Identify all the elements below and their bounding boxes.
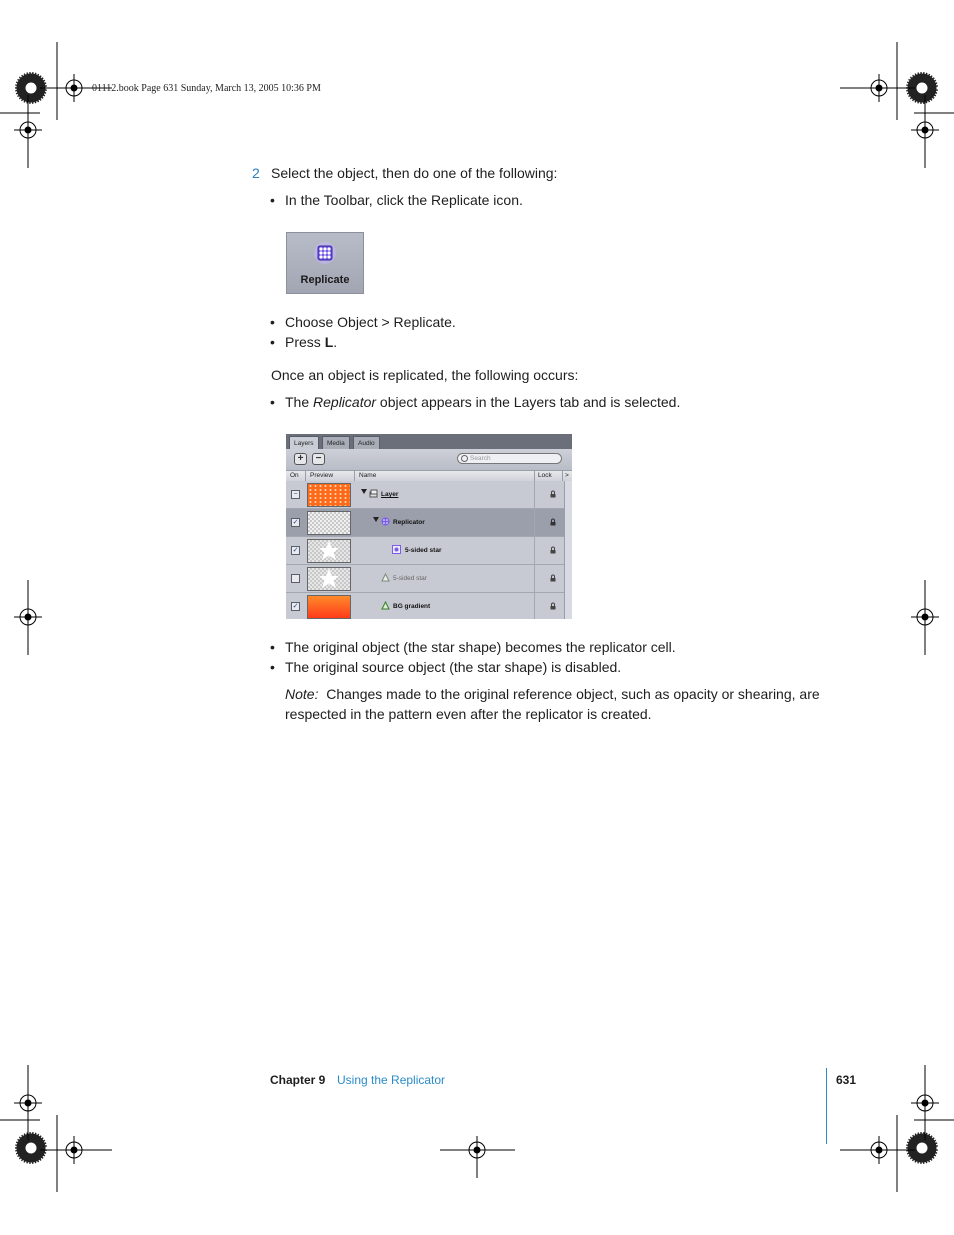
tab-audio[interactable]: Audio (353, 436, 380, 449)
tab-layers[interactable]: Layers (289, 436, 319, 449)
lock-icon[interactable] (550, 546, 556, 554)
lock-icon[interactable] (550, 574, 556, 582)
search-placeholder: Search (470, 455, 491, 462)
footer-chapter-title: Using the Replicator (337, 1073, 446, 1087)
replicator-term: Replicator (313, 394, 377, 410)
column-lock[interactable]: Lock (538, 472, 552, 479)
search-icon (461, 455, 468, 462)
disclosure-triangle-icon[interactable] (373, 517, 379, 522)
shape-icon (381, 573, 390, 582)
layer-thumbnail (307, 539, 351, 563)
replicator-icon (381, 517, 390, 526)
keyboard-key: L (324, 334, 334, 350)
star-shape-icon (308, 568, 350, 590)
shape-icon (381, 601, 390, 610)
text-prefix: The (285, 394, 314, 410)
step-number: 2 (252, 165, 260, 181)
layer-name[interactable]: 5-sided star (393, 575, 427, 582)
layers-panel (286, 434, 572, 619)
bullet-text (285, 332, 337, 352)
bullet-item (0, 637, 954, 657)
layer-group-icon (369, 489, 378, 498)
panel-tabbar (286, 434, 572, 449)
note-line-2: respected in the pattern even after the replicator is created. (285, 706, 652, 722)
remove-layer-button[interactable]: − (312, 453, 325, 465)
replicate-toolbar-button[interactable] (286, 232, 364, 294)
column-divider (534, 471, 535, 481)
bullet-item (0, 190, 954, 210)
bullet-text (285, 392, 680, 412)
layer-thumbnail (307, 483, 351, 507)
lock-column-divider (534, 481, 535, 619)
bullet-text: The original source object (the star shape) is disabled. (285, 659, 622, 675)
bullet-glyph: • (270, 659, 275, 675)
lock-icon[interactable] (550, 490, 556, 498)
enable-checkbox[interactable]: ✓ (292, 519, 299, 526)
add-layer-button[interactable]: + (294, 453, 307, 465)
star-shape-icon (308, 540, 350, 562)
enable-checkbox[interactable]: ✓ (292, 603, 299, 610)
layer-thumbnail (307, 595, 351, 619)
layer-row[interactable] (286, 593, 564, 619)
layer-row[interactable] (286, 537, 564, 565)
replicate-label: Replicate (300, 274, 350, 286)
bullet-item (0, 392, 954, 412)
footer-rule (826, 1068, 827, 1144)
bullet-item (0, 657, 954, 677)
scrollbar[interactable] (564, 481, 572, 619)
press-suffix: . (333, 334, 338, 350)
column-on[interactable]: On (290, 472, 299, 479)
note-text: Changes made to the original reference object, such as opacity or shearing, are (326, 686, 820, 702)
layer-row-selected[interactable] (286, 509, 564, 537)
bullet-glyph: • (270, 192, 275, 208)
text-suffix: object appears in the Layers tab and is selected. (376, 394, 681, 410)
layer-thumbnail (307, 567, 351, 591)
step-text: Select the object, then do one of the following: (271, 165, 558, 181)
layer-row[interactable] (286, 565, 564, 593)
layer-name[interactable]: 5-sided star (405, 547, 442, 554)
step-line (252, 163, 558, 183)
footer-chapter: Chapter 9 (270, 1073, 326, 1087)
bullet-text: The original object (the star shape) becomes the replicator cell. (285, 639, 676, 655)
column-divider (562, 471, 563, 481)
lock-icon[interactable] (550, 602, 556, 610)
disclosure-triangle-icon[interactable] (361, 489, 367, 494)
search-input[interactable] (457, 453, 562, 464)
layer-name[interactable]: Replicator (393, 519, 425, 526)
tab-media[interactable]: Media (322, 436, 350, 449)
layer-name[interactable]: BG gradient (393, 603, 431, 610)
enable-checkbox[interactable] (291, 574, 300, 583)
column-menu-button[interactable]: > (565, 472, 569, 479)
replicator-cell-icon (392, 545, 401, 554)
layer-row[interactable] (286, 481, 564, 509)
bullet-glyph: • (270, 394, 275, 410)
bullet-glyph: • (270, 639, 275, 655)
note-label: Note: (285, 686, 319, 702)
panel-toolbar (286, 449, 572, 471)
column-divider (354, 471, 355, 481)
once-paragraph: Once an object is replicated, the following occurs: (271, 367, 579, 383)
note-line-1 (285, 684, 820, 704)
bullet-text: Choose Object > Replicate. (285, 314, 456, 330)
enable-checkbox[interactable]: − (291, 490, 300, 499)
column-divider (305, 471, 306, 481)
bullet-text: In the Toolbar, click the Replicate icon. (285, 192, 523, 208)
layer-thumbnail (307, 511, 351, 535)
lock-icon[interactable] (550, 518, 556, 526)
enable-checkbox[interactable]: ✓ (292, 547, 299, 554)
press-prefix: Press (285, 334, 325, 350)
bullet-item (0, 312, 954, 332)
column-name[interactable]: Name (359, 472, 377, 479)
replicate-icon (313, 241, 337, 265)
bullet-glyph: • (270, 314, 275, 330)
print-header: 01112.book Page 631 Sunday, March 13, 2005 10:36 PM (92, 83, 321, 94)
bullet-glyph: • (270, 334, 275, 350)
layer-name[interactable]: Layer (381, 491, 399, 498)
column-preview[interactable]: Preview (310, 472, 334, 479)
bullet-item (0, 332, 954, 352)
page-number: 631 (836, 1073, 857, 1087)
